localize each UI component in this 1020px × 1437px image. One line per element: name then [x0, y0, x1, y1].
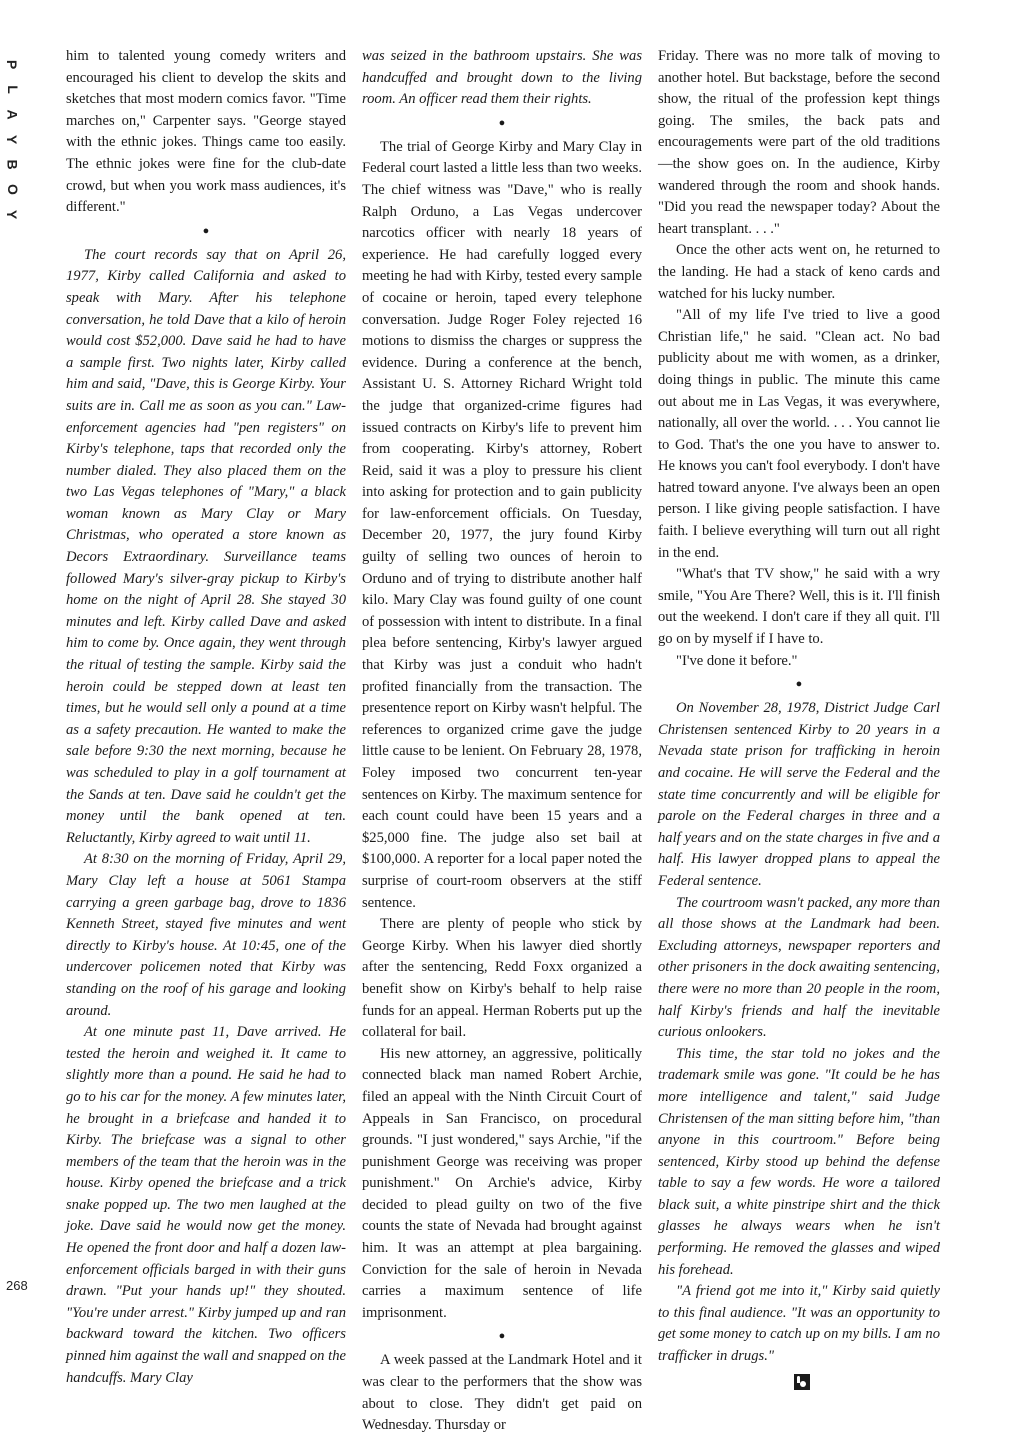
masthead-letter: L [5, 85, 21, 94]
paragraph: The trial of George Kirby and Mary Clay in Federal court lasted a little less than two weeks. The chief witness was "Dave," who is really Ralph Orduno, a Las Vegas undercover narcotics officer with nearly 18 years of experience. He had carefully logged every meeting he had with Kirby, tested every sample of cocaine or heroin, taped every telephone conversation. Judge Roger Foley rejected 16 motions to dismiss the charges or suppress the evidence. During a conference at the bench, Assistant U. S. Attorney Richard Wright told the judge that organized-crime figures had issued contracts on Kirby's life to prevent him from cooperating. Kirby's attorney, Robert Reid, said it was a ploy to pressure his client into asking for protection and to gain publicity for law-enforcement officials. On Tuesday, December 20, 1977, the jury found Kirby guilty of selling two ounces of heroin to Orduno and of trying to distribute another half kilo. Mary Clay was found guilty of one count of possession with intent to distribute. In a final plea before sentencing, Kirby's lawyer argued that Kirby was just a conduit who hadn't profited financially from the transaction. The presentence report on Kirby wasn't helpful. The references to organized crime gave the judge little cause to be lenient. On February 28, 1978, Foley imposed two concurrent ten-year sentences on Kirby. The maximum sentence for each count could have been 15 years and a $25,000 fine. The judge also set bail at $100,000. A reporter for a local paper noted the surprise of court-room observers at the stiff sentence. [362, 138, 642, 911]
page-number: 268 [6, 1278, 28, 1293]
paragraph: "What's that TV show," he said with a wry smile, "You Are There? Well, this is it. I'll finish out the weekend. I don't care if they all quit. I'll go on by myself if I have to. [658, 566, 940, 648]
paragraph: Friday. There was no more talk of moving to another hotel. But backstage, before the second show, the ritual of the profession kept things going. The smiles, the back pats and encouragements were part of the old traditions—the show goes on. In the audience, Kirby wandered through the room and shook hands. "Did you read the newspaper today? About the heart transplant. . . ." [658, 48, 940, 237]
text-column-3 [658, 46, 940, 1393]
section-break-bullet: ● [795, 678, 803, 691]
section-break-bullet: ● [202, 224, 210, 237]
section-break-bullet: ● [498, 1330, 506, 1343]
paragraph: This time, the star told no jokes and the trademark smile was gone. "It could be he has more intelligence and talent," said Judge Christensen of the man sitting before him, "than anyone in this courtroom." Before being sentenced, Kirby stood up behind the defense table to say a few words. He wore a tailored black suit, a white pinstripe shirt and the thick glasses he always wears when he isn't performing. He removed the glasses and wiped his forehead. [658, 1045, 940, 1278]
masthead-letter: A [5, 109, 21, 120]
paragraph: There are plenty of people who stick by George Kirby. When his lawyer died shortly after the sentencing, Redd Foxx organized a benefit show on Kirby's behalf to help raise funds for an appeal. Herman Roberts put up the collateral for bail. [362, 916, 642, 1041]
paragraph: "I've done it before." [676, 652, 798, 669]
masthead-letter: Y [5, 209, 21, 220]
magazine-masthead-vertical [0, 52, 26, 227]
paragraph: A week passed at the Landmark Hotel and it was clear to the performers that the show was about to close. They didn't get paid on Wednesday. Thursday or [362, 1352, 642, 1434]
paragraph: him to talented young comedy writers and encouraged his client to develop the skits and sketches that most modern comics favor. "Time marches on," Carpenter says. "George stayed with the ethnic jokes. Things came too easily. The ethnic jokes were fine for the club-date crowd, but when you work mass audiences, it's different." [66, 48, 346, 216]
masthead-letter: Y [5, 134, 21, 145]
text-column-1 [66, 46, 346, 1389]
paragraph: "All of my life I've tried to live a good Christian life," he said. "Clean act. No bad publicity about me with women, as a drinker, doing things in public. The minute this came out about me in Las Vegas, it was everywhere, nationally, all over the world. . . . You cannot lie to God. That's the one you have to answer to. He knows you can't fool everybody. I don't have hatred toward anyone. I've always been an open person. I like giving people satisfaction. I have faith. I believe everything will turn out all right in the end. [658, 307, 940, 561]
paragraph: At 8:30 on the morning of Friday, April 29, Mary Clay left a house at 5061 Stampa carrying a green garbage bag, drove to 1836 Kenneth Street, stayed five minutes and went directly to Kirby's house. At 10:45, one of the undercover policemen noted that Kirby was standing on the roof of his garage and looking around. [66, 851, 346, 1019]
paragraph: The courtroom wasn't packed, any more than all those shows at the Landmark had been. Excluding attorneys, newspaper reporters and other prisoners in the dock awaiting sentencing, there were no more than 20 people in the room, half Kirby's friends and half the inevitable curious onlookers. [658, 894, 940, 1041]
paragraph: Once the other acts went on, he returned to the landing. He had a stack of keno cards and watched for his lucky number. [658, 242, 940, 302]
section-break-bullet: ● [498, 116, 506, 129]
paragraph: His new attorney, an aggressive, politically connected black man named Robert Archie, filed an appeal with the Ninth Circuit Court of Appeals in San Francisco, on procedural grounds. "I just wondered," says Archie, "if the punishment George was receiving was proper punishment." On Archie's advice, Kirby decided to plead guilty on two of the five counts the state of Nevada had brought against him. It was an attempt at plea bargaining. Conviction for the sale of heroin in Nevada carries a maximum sentence of life imprisonment. [362, 1045, 642, 1321]
paragraph: At one minute past 11, Dave arrived. He tested the heroin and weighed it. It came to slightly more than a pound. He said he had to go to his car for the money. A few minutes later, he brought in a briefcase and handed it to Kirby. The briefcase was a signal to other members of the team that the heroin was in the house. Kirby opened the briefcase and a trick snake popped up. The two men laughed at the joke. Dave said he would now get the money. He opened the front door and half a dozen law-enforcement officials barged in with their guns drawn. "Put your hands up!" they shouted. "You're under arrest." Kirby jumped up and ran backward toward the kitchen. Two officers pinned him against the wall and snapped on the handcuffs. Mary Clay [66, 1024, 346, 1386]
paragraph: "A friend got me into it," Kirby said quietly to this final audience. "It was an opportunity to get some money to catch up on my bills. I am no trafficker in drugs." [658, 1283, 940, 1365]
paragraph: The court records say that on April 26, 1977, Kirby called California and asked to speak with Mary. After his telephone conversation, he told Dave that a kilo of heroin would cost $52,000. Dave said he had to have a sample first. Two nights later, Kirby called him and said, "Dave, this is George Kirby. Your suits are in. Call me as soon as you can." Law-enforcement agencies had "pen registers" on Kirby's telephone, taps that recorded only the number dialed. They also placed them on the two Las Vegas telephones of "Mary," a black woman known as Mary Clay or Mary Christmas, who operated a store known as Decors Extraordinary. Surveillance teams followed Mary's silver-gray pickup to Kirby's home on the night of April 28. She stayed 30 minutes and left. Kirby called Dave and asked him to come by. Once again, they went through the ritual of testing the sample. Kirby said the heroin could be stepped down at least ten times, but he would sell only a pound at a time as a safety precaution. He wanted to make the sale before 9:30 the next morning, because he was scheduled to play in a golf tournament at the Sands at ten. Dave said he couldn't get the money until the bank opened at ten. Reluctantly, Kirby agreed to wait until 11. [66, 246, 346, 846]
paragraph: On November 28, 1978, District Judge Carl Christensen sentenced Kirby to 20 years in a Nevada state prison for trafficking in heroin and cocaine. He will serve the Federal and the state time concurrently and will be eligible for parole on the Federal charges in three and a half years and on the state charges in five and a half. His lawyer dropped plans to appeal the Federal sentence. [658, 700, 940, 889]
masthead-letter: P [5, 59, 21, 70]
paragraph: was seized in the bathroom upstairs. She was handcuffed and brought down to the living room. An officer read them their rights. [362, 48, 642, 108]
text-column-2 [362, 46, 642, 1437]
masthead-letter: O [4, 184, 21, 195]
rabbit-head-icon [794, 1374, 810, 1390]
end-mark [658, 1372, 940, 1394]
masthead-letter: B [5, 159, 21, 170]
